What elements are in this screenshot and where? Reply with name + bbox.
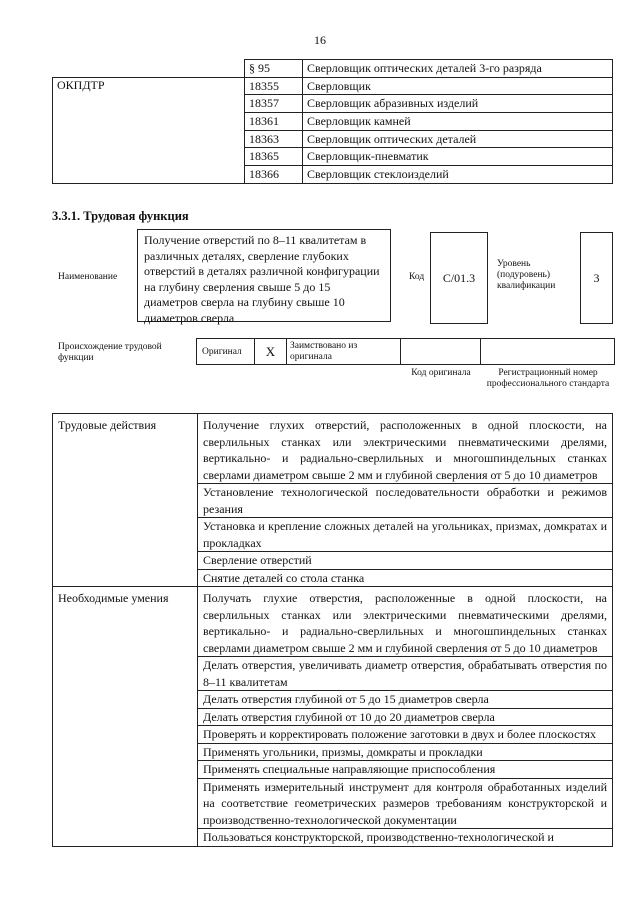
okpdtr-code: 18355 (245, 77, 303, 95)
skill-item: Применять измерительный инструмент для контроля обработанных изделий на соответствие геометрических размеров требованиям конструкторской и производственно-технологической документации (198, 778, 613, 829)
table-row (53, 414, 613, 484)
table-row (53, 77, 613, 95)
table-row (53, 60, 613, 78)
name-label: Наименование (58, 272, 118, 282)
labor-action-item: Установка и крепление сложных деталей на угольниках, призмах, домкратах и прокладках (198, 518, 613, 552)
borrowed-label: Заимствовано из оригинала (287, 339, 401, 364)
function-details-table (52, 413, 613, 847)
section-heading: 3.3.1. Трудовая функция (52, 209, 189, 223)
skill-item: Делать отверстия, увеличивать диаметр отверстия, обрабатывать отверстия по 8–11 квалитетам (198, 657, 613, 691)
skill-item: Пользоваться конструкторской, производственно-технологической и (198, 829, 613, 847)
okpdtr-name: Сверловщик абразивных изделий (303, 95, 613, 113)
origin-label: Происхождение трудовой функции (58, 342, 162, 363)
skills-label: Необходимые умения (53, 587, 198, 847)
labor-action-item: Получение глухих отверстий, расположенных в одной плоскости, на сверлильных станках или электрическими пневматическими дрелями, вертикально- и радиально-сверлильных и многошпиндельных станках сверлами диаметром свыше 2 мм и глубиной сверления от 5 до 10 диаметров (198, 414, 613, 484)
okpdtr-code: 18365 (245, 148, 303, 166)
reg-caption: Регистрационный номер профессионального стандарта (486, 368, 610, 389)
skill-item: Проверять и корректировать положение заготовки в двух и более плоскостях (198, 726, 613, 744)
table-row (53, 587, 613, 657)
okpdtr-code: 18363 (245, 130, 303, 148)
okpdtr-name: Сверловщик оптических деталей 3-го разряда (303, 60, 613, 78)
okpdtr-code: 18357 (245, 95, 303, 113)
skill-item: Делать отверстия глубиной от 10 до 20 диаметров сверла (198, 708, 613, 726)
okpdtr-code: § 95 (245, 60, 303, 78)
reg-number-cell (481, 339, 614, 364)
skill-item: Применять угольники, призмы, домкраты и прокладки (198, 743, 613, 761)
okpdtr-table (52, 59, 613, 184)
okpdtr-name: Сверловщик оптических деталей (303, 130, 613, 148)
skill-item: Применять специальные направляющие приспособления (198, 761, 613, 779)
labor-action-item: Установление технологической последовательности обработки и режимов резания (198, 484, 613, 518)
original-label: Оригинал (197, 339, 255, 364)
level-label: Уровень (подуровень) квалификации (497, 259, 556, 291)
qualification-level: 3 (580, 232, 613, 324)
okpdtr-code: 18366 (245, 166, 303, 184)
skill-item: Делать отверстия глубиной от 5 до 15 диаметров сверла (198, 691, 613, 709)
skill-item: Получать глухие отверстия, расположенные в одной плоскости, на сверлильных станках или электрическими пневматическими дрелями, вертикально- и радиально-сверлильных и многошпиндельных станках сверлами диаметром свыше 2 мм и глубиной сверления от 5 до 10 диаметров (198, 587, 613, 657)
code-caption: Код оригинала (411, 368, 471, 378)
okpdtr-name: Сверловщик (303, 77, 613, 95)
function-name: Получение отверстий по 8–11 квалитетам в различных деталях, сверление глубоких отверстий в деталях различной конфигурации на глубину сверления свыше 5 до 15 диаметров сверла на глубину свыше 10 диаметров сверла (137, 229, 391, 322)
okpdtr-label: ОКПДТР (53, 77, 245, 183)
origin-row (196, 338, 615, 365)
function-code: С/01.3 (430, 232, 488, 324)
labor-action-item: Сверление отверстий (198, 552, 613, 570)
okpdtr-name: Сверловщик-пневматик (303, 148, 613, 166)
okpdtr-name: Сверловщик стеклоизделий (303, 166, 613, 184)
labor-action-item: Снятие деталей со стола станка (198, 569, 613, 587)
original-mark: X (255, 339, 287, 364)
original-code-cell (401, 339, 481, 364)
page-number: 16 (314, 33, 326, 47)
okpdtr-code: 18361 (245, 113, 303, 131)
code-label: Код (409, 272, 425, 282)
okpdtr-name: Сверловщик камней (303, 113, 613, 131)
labor-actions-label: Трудовые действия (53, 414, 198, 587)
